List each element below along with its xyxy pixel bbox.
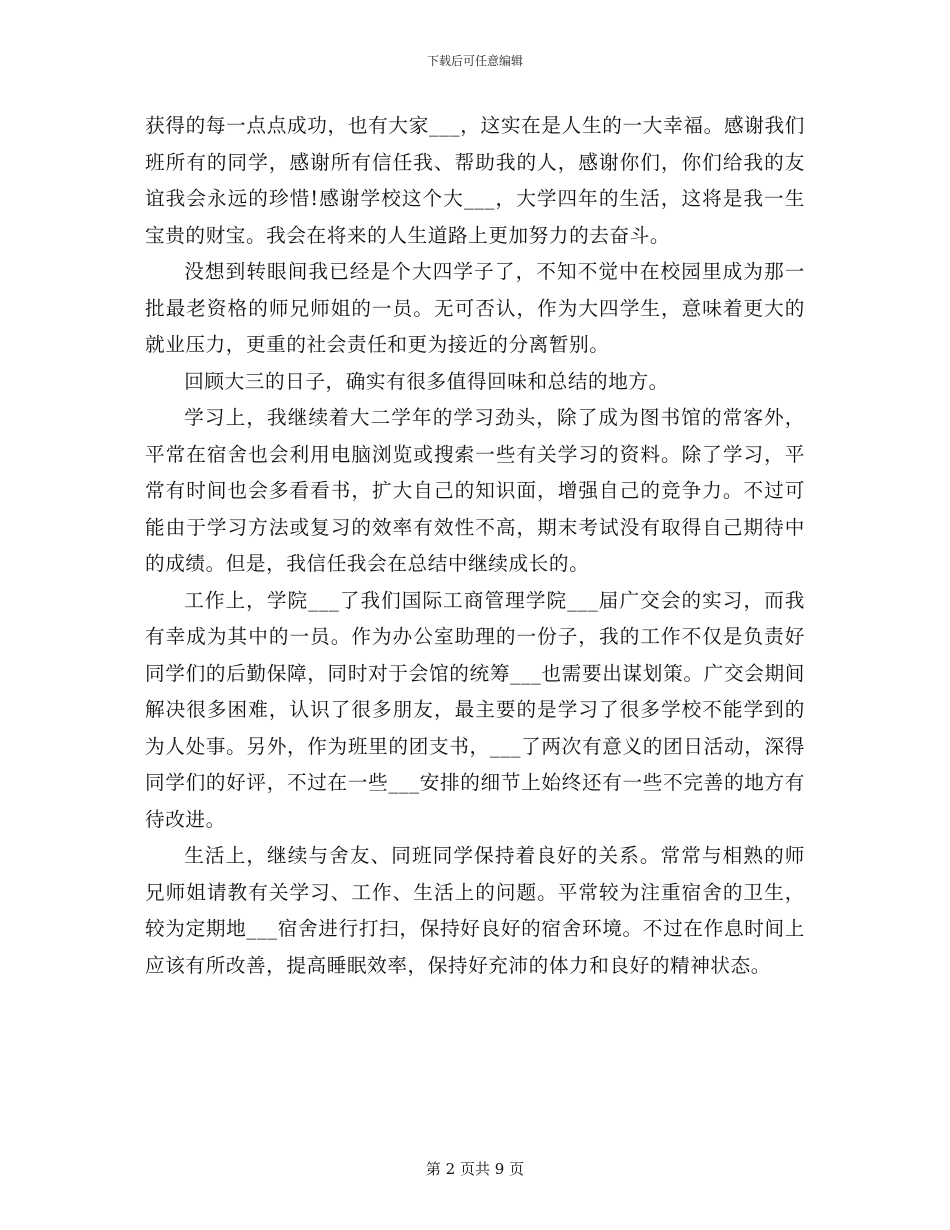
paragraph-1: 获得的每一点点成功，也有大家___，这实在是人生的一大幸福。感谢我们班所有的同学，感谢所有信任我、帮助我的人，感谢你们，你们给我的友谊我会永远的珍惜!感谢学校这个大___，大学四年的生活，这将是我一生宝贵的财宝。我会在将来的人生道路上更加努力的去奋斗。 (145, 114, 805, 247)
paragraph-2: 没想到转眼间我已经是个大四学子了，不知不觉中在校园里成为那一批最老资格的师兄师姐的一员。无可否认，作为大四学生，意味着更大的就业压力，更重的社会责任和更为接近的分离暂别。 (145, 260, 805, 356)
paragraph-4: 学习上，我继续着大二学年的学习劲头，除了成为图书馆的常客外，平常在宿舍也会利用电脑浏览或搜索一些有关学习的资料。除了学习，平常有时间也会多看看书，扩大自己的知识面，增强自己的竞争力。不过可能由于学习方法或复习的效率有效性不高，期末考试没有取得自己期待中的成绩。但是，我信任我会在总结中继续成长的。 (145, 406, 805, 575)
paragraph-5: 工作上，学院___了我们国际工商管理学院___届广交会的实习，而我有幸成为其中的一员。作为办公室助理的一份子，我的工作不仅是负责好同学们的后勤保障，同时对于会馆的统筹___也需要出谋划策。广交会期间解决很多困难，认识了很多朋友，最主要的是学习了很多学校不能学到的为人处事。另外，作为班里的团支书，___了两次有意义的团日活动，深得同学们的好评，不过在一些___安排的细节上始终还有一些不完善的地方有待改进。 (145, 588, 805, 831)
paragraph-6: 生活上，继续与舍友、同班同学保持着良好的关系。常常与相熟的师兄师姐请教有关学习、工作、生活上的问题。平常较为注重宿舍的卫生，较为定期地___宿舍进行打扫，保持好良好的宿舍环境。不过在作息时间上应该有所改善，提高睡眠效率，保持好充沛的体力和良好的精神状态。 (145, 844, 805, 977)
paragraph-3: 回顾大三的日子，确实有很多值得回味和总结的地方。 (184, 369, 669, 393)
page-header: 下载后可任意编辑 (426, 54, 523, 68)
page-footer: 第 2 页共 9 页 (425, 1160, 525, 1178)
document-body (145, 108, 805, 984)
